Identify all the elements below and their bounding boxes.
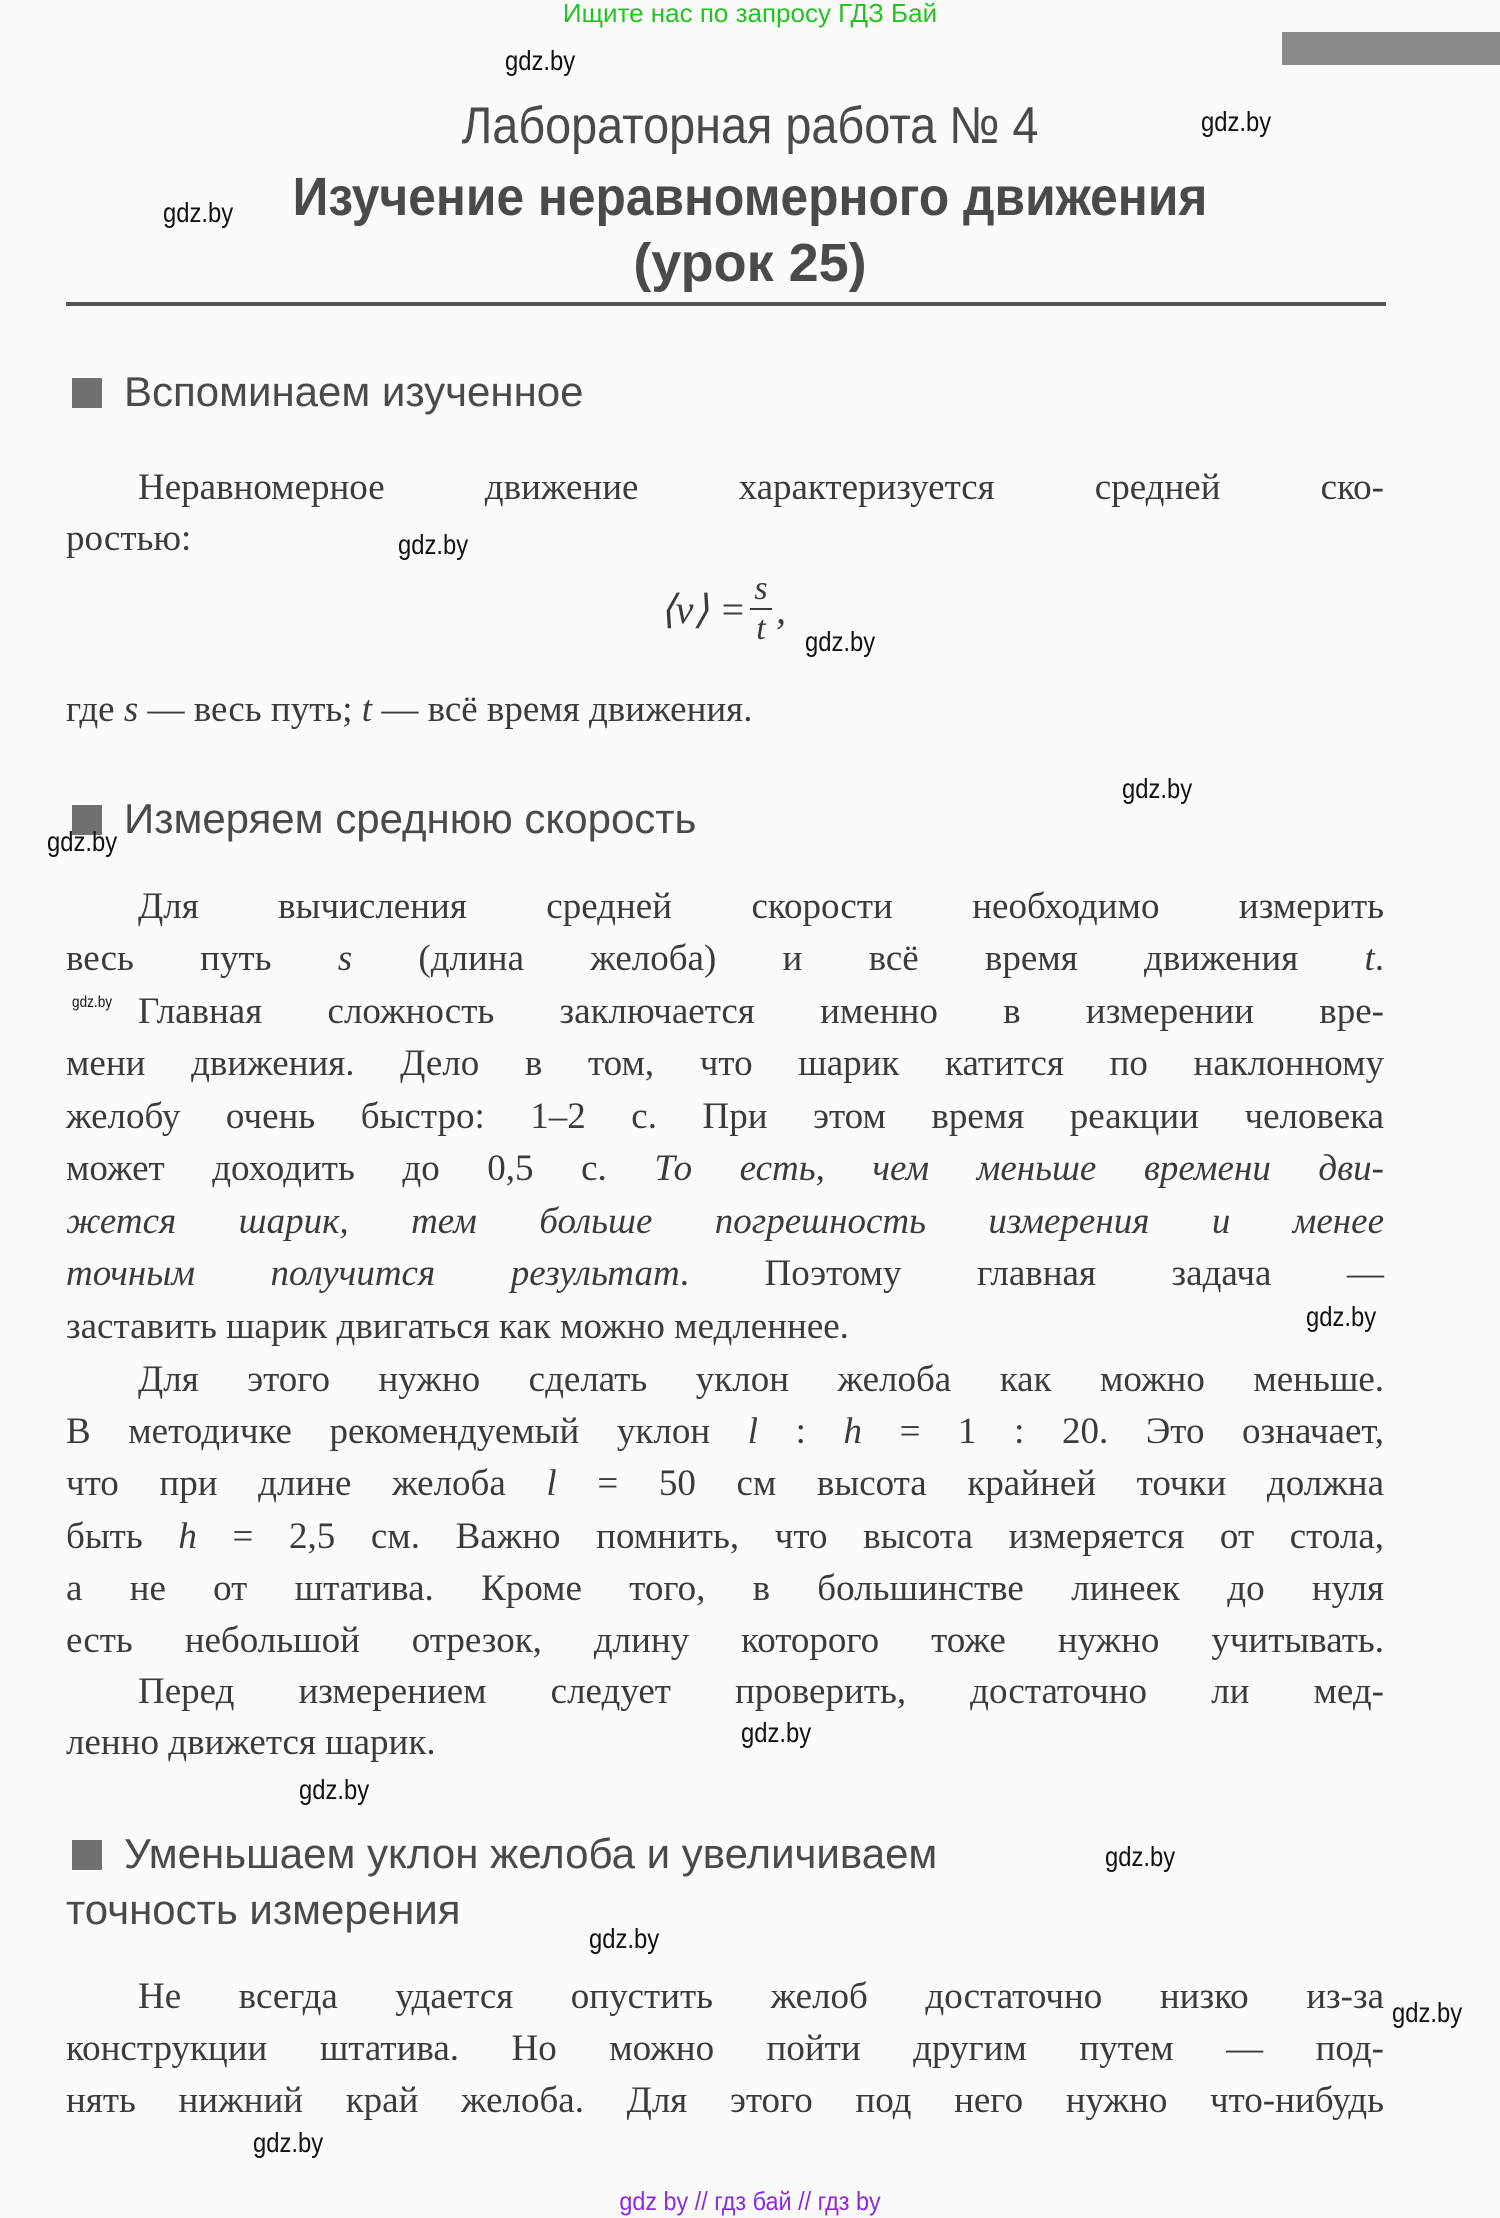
text-segment: В методичке рекомендуемый уклон [66,1411,748,1452]
text-segment: h [843,1411,862,1452]
text-line [66,1721,1384,1765]
text-segment: Не всегда удается опустить желоб достаточно низко из-за [138,1976,1384,2017]
text-segment: = 2,5 см. Важно помнить, что высота измеряется от стола, [196,1516,1384,1557]
text-segment: h [178,1516,197,1557]
text-segment: мени движения. Дело в том, что шарик катится по наклонному [66,1043,1384,1084]
text-segment: . [1374,938,1384,979]
watermark: gdz.by [805,626,876,657]
text-segment: точным получится результат [66,1253,680,1294]
page-corner-tab [1282,32,1500,65]
text-segment: может доходить до 0,5 с. [66,1148,655,1189]
square-bullet-icon [72,378,102,408]
text-segment: нять нижний край желоба. Для этого под него нужно что-нибудь [66,2080,1384,2121]
text-line [66,1095,1384,1139]
text-segment: конструкции штатива. Но можно пойти другим путем — под- [66,2028,1384,2069]
text-segment: — весь путь; [138,689,362,730]
text-line [138,885,1384,929]
section-heading [72,368,584,416]
text-segment: что при длине желоба [66,1463,547,1504]
watermark: gdz.by [589,1923,660,1954]
text-segment: . Поэтому главная задача — [679,1253,1384,1294]
section-heading-text: Уменьшаем уклон желоба и увеличиваем [124,1830,938,1877]
text-segment: ростью: [66,518,192,559]
text-line [66,1515,1384,1559]
text-line [66,1147,1384,1191]
text-segment: l [747,1411,759,1452]
text-segment: весь путь [66,938,338,979]
formula-numerator: s [754,570,768,607]
text-segment: = 50 см высота крайней точки должна [556,1463,1384,1504]
watermark: gdz.by [398,529,469,560]
lab-work-title: Лабораторная работа № 4 [461,97,1039,155]
text-line [66,517,1384,561]
text-line [66,1042,1384,1086]
watermark: gdz.by [253,2127,324,2158]
text-segment: ленно движется шарик. [66,1722,436,1763]
text-segment: = 1 : 20. Это означает, [862,1411,1385,1452]
text-segment: То есть, чем меньше времени дви- [654,1148,1384,1189]
text-segment: — всё время движения. [372,689,753,730]
text-line [138,466,1384,510]
text-line [66,688,1384,732]
text-segment: Для вычисления средней скорости необходимо измерить [138,886,1384,927]
text-line [66,1305,1384,1349]
text-line [66,1462,1384,1506]
text-line [66,2079,1384,2123]
text-segment: (длина желоба) и всё время движения [352,938,1365,979]
lab-work-subtitle: Изучение неравномерного движения [292,167,1208,227]
watermark: gdz.by [1105,1841,1176,1872]
watermark: gdz.by [47,826,118,857]
text-line [138,1975,1384,2019]
text-line [66,937,1384,981]
section-heading-text: Измеряем среднюю скорость [124,795,697,842]
section-heading-text: Вспоминаем изученное [124,368,584,415]
formula-fraction [750,570,772,648]
text-segment: а не от штатива. Кроме того, в большинстве линеек до нуля [66,1568,1384,1609]
text-segment: есть небольшой отрезок, длину которого тоже нужно учитывать. [66,1620,1384,1661]
text-line [66,1200,1384,1244]
formula-tail: , [775,586,786,632]
formula-denominator: t [756,610,766,647]
section-heading [72,795,696,843]
text-segment: заставить шарик двигаться как можно медленнее. [66,1306,849,1347]
text-segment: жется шарик, тем больше погрешность измерения и менее [66,1201,1384,1242]
text-segment: s [123,689,139,730]
text-segment: где [66,689,124,730]
watermark: gdz.by [1306,1301,1377,1332]
average-speed-formula [660,570,786,648]
watermark: gdz.by [1201,106,1272,137]
text-segment: Для этого нужно сделать уклон желоба как можно меньше. [138,1359,1384,1400]
text-line [66,1410,1384,1454]
section-heading-continuation: точность измерения [66,1886,461,1933]
text-line [138,1358,1384,1402]
text-segment: t [1364,938,1375,979]
text-line [138,1670,1384,1714]
text-segment: Главная сложность заключается именно в измерении вре- [138,991,1384,1032]
text-line [66,1252,1384,1296]
text-segment: желобу очень быстро: 1–2 с. При этом время реакции человека [66,1096,1384,1137]
watermark: gdz.by [741,1717,812,1748]
formula-lhs: ⟨v⟩ = [660,586,746,632]
text-line [66,2027,1384,2071]
footer-watermark: gdz by // гдз бай // гдз by [619,2186,881,2216]
text-segment: t [361,689,373,730]
text-line [66,1619,1384,1663]
text-segment: Неравномерное движение характеризуется средней ско- [138,467,1384,508]
text-segment: Перед измерением следует проверить, достаточно ли мед- [138,1671,1384,1712]
watermark: gdz.by [163,197,234,228]
title-divider [66,302,1386,306]
watermark: gdz.by [1122,773,1193,804]
watermark: gdz.by [72,994,113,1011]
text-line [138,990,1384,1034]
text-line [66,1567,1384,1611]
text-segment: l [546,1463,557,1504]
watermark: gdz.by [505,45,576,76]
search-hint-banner: Ищите нас по запросу ГДЗ Бай [562,0,938,28]
watermark: gdz.by [299,1774,370,1805]
text-segment: : [758,1411,844,1452]
square-bullet-icon [72,1840,102,1870]
lesson-number: (урок 25) [633,233,867,293]
watermark: gdz.by [1392,1997,1463,2028]
text-segment: s [337,938,353,979]
section-heading [72,1830,937,1878]
text-segment: быть [66,1516,179,1557]
